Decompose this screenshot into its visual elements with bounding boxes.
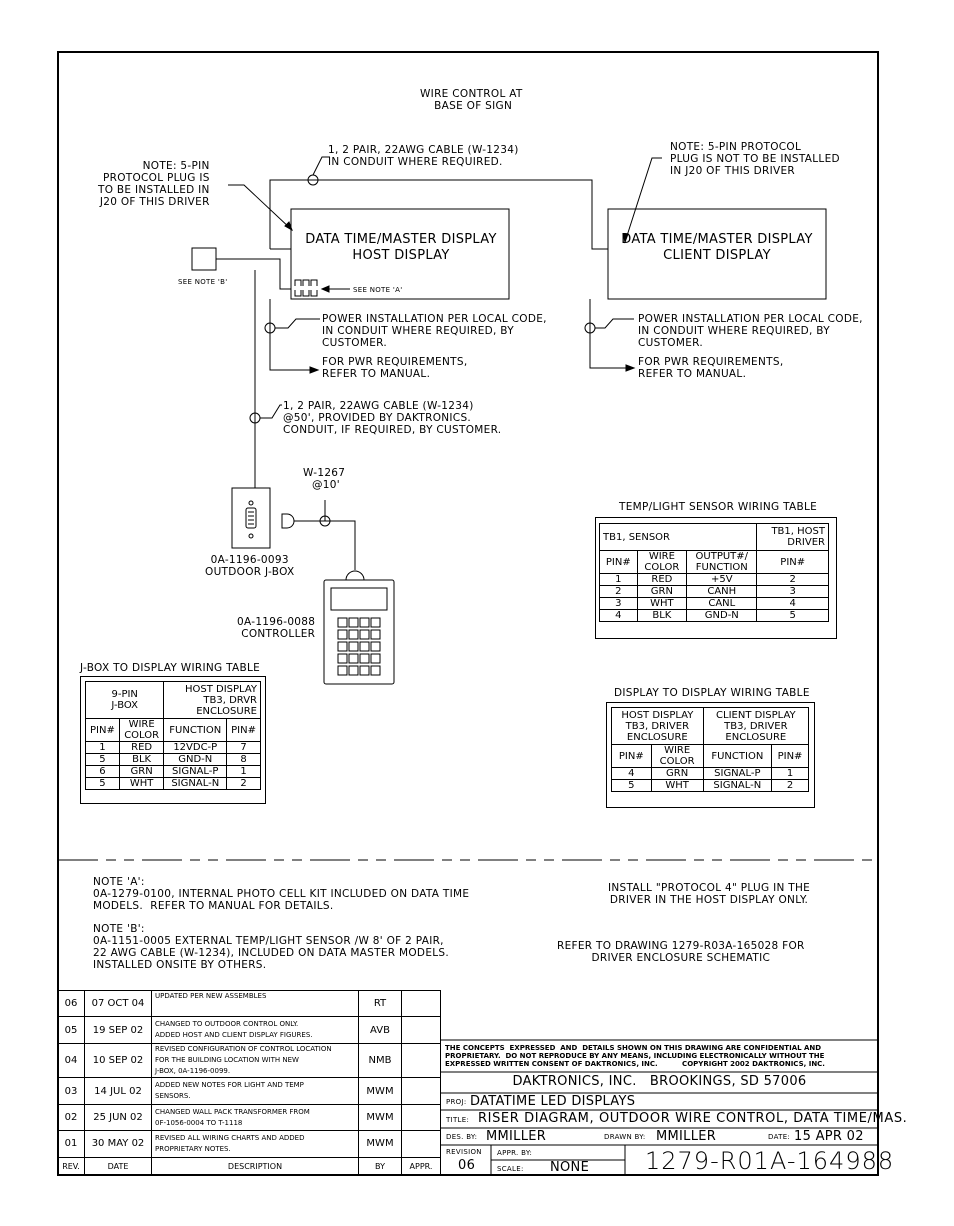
- cell: 02: [58, 1104, 85, 1130]
- cell: WHT: [651, 780, 703, 792]
- jbox-col-1: WIRE COLOR: [119, 719, 164, 742]
- cell: WHT: [637, 598, 687, 610]
- cell: 1: [600, 574, 638, 586]
- cell: [402, 1104, 441, 1130]
- cell: 5: [757, 610, 829, 622]
- table-row: [86, 742, 261, 754]
- date-label: DATE:: [768, 1133, 791, 1141]
- jbox: [232, 488, 270, 548]
- cable-mid-label: 1, 2 PAIR, 22AWG CABLE (W-1234) @50', PROVIDED BY DAKTRONICS. CONDUIT, IF REQUIRED, BY CUSTOMER.: [283, 400, 502, 436]
- cell: 30 MAY 02: [85, 1131, 152, 1157]
- cell: 01: [58, 1131, 85, 1157]
- pwr-req-client-label: FOR PWR REQUIREMENTS, REFER TO MANUAL.: [638, 356, 784, 380]
- cell: 1: [772, 768, 809, 780]
- cell: GRN: [651, 768, 703, 780]
- date-header: DATE: [85, 1157, 152, 1175]
- table-row: [86, 778, 261, 790]
- cell: [402, 1131, 441, 1157]
- jbox-wiring-table: [85, 681, 261, 790]
- cell: 25 JUN 02: [85, 1104, 152, 1130]
- cell: 4: [600, 610, 638, 622]
- table-row: [612, 768, 809, 780]
- table-row: [600, 598, 829, 610]
- cell: 5: [86, 778, 120, 790]
- cell: 19 SEP 02: [85, 1017, 152, 1043]
- note-host-driver: NOTE: 5-PIN PROTOCOL PLUG IS TO BE INSTALLED IN J20 OF THIS DRIVER: [98, 160, 210, 208]
- cell: +5V: [687, 574, 757, 586]
- sensor-col-0: PIN#: [600, 551, 638, 574]
- sensor-col-3: PIN#: [757, 551, 829, 574]
- cell: 07 OCT 04: [85, 991, 152, 1017]
- table-row: [86, 754, 261, 766]
- revision-label: REVISION: [446, 1148, 482, 1156]
- pwr-req-host-label: FOR PWR REQUIREMENTS, REFER TO MANUAL.: [322, 356, 468, 380]
- cell: [402, 991, 441, 1017]
- revision-number: 06: [458, 1158, 476, 1173]
- jbox-table-title: J-BOX TO DISPLAY WIRING TABLE: [80, 662, 261, 674]
- proj-label: PROJ:: [446, 1098, 467, 1106]
- cell: [402, 1078, 441, 1104]
- jbox-col-0: PIN#: [86, 719, 120, 742]
- des-by-label: DES. BY:: [446, 1133, 478, 1141]
- cell: WHT: [119, 778, 164, 790]
- cell: 05: [58, 1017, 85, 1043]
- table-row: [58, 1043, 441, 1078]
- cell: SIGNAL-N: [703, 780, 771, 792]
- display-col-1: WIRE COLOR: [651, 745, 703, 768]
- display-col-2: FUNCTION: [703, 745, 771, 768]
- note-client-driver: NOTE: 5-PIN PROTOCOL PLUG IS NOT TO BE INSTALLED IN J20 OF THIS DRIVER: [670, 141, 840, 177]
- cell: 14 JUL 02: [85, 1078, 152, 1104]
- cell: 03: [58, 1078, 85, 1104]
- cell: MWM: [359, 1078, 402, 1104]
- sensor-table-title: TEMP/LIGHT SENSOR WIRING TABLE: [619, 501, 818, 513]
- cell: GRN: [119, 766, 164, 778]
- keypad: [338, 618, 380, 675]
- sensor-head-right: TB1, HOST DRIVER: [757, 524, 829, 551]
- cell: 04: [58, 1043, 85, 1078]
- cell: 8: [227, 754, 261, 766]
- w1267-label: W-1267 @10': [303, 467, 346, 491]
- table-row: [58, 991, 441, 1017]
- cell: [402, 1017, 441, 1043]
- note-a: NOTE 'A': 0A-1279-0100, INTERNAL PHOTO CELL KIT INCLUDED ON DATA TIME MODELS. REFER TO MANUAL FOR DETAILS.: [93, 876, 470, 912]
- cell: 4: [612, 768, 652, 780]
- display-col-0: PIN#: [612, 745, 652, 768]
- cell: RED: [637, 574, 687, 586]
- cell: 7: [227, 742, 261, 754]
- power-host-label: POWER INSTALLATION PER LOCAL CODE, IN CONDUIT WHERE REQUIRED, BY CUSTOMER.: [322, 313, 547, 349]
- cell: BLK: [637, 610, 687, 622]
- cell: 4: [757, 598, 829, 610]
- table-row: [600, 586, 829, 598]
- cell: REVISED ALL WIRING CHARTS AND ADDED PROPRIETARY NOTES.: [152, 1131, 359, 1157]
- photocell-icon: [295, 280, 317, 296]
- cell: 6: [86, 766, 120, 778]
- cell: SIGNAL-P: [164, 766, 227, 778]
- rev-header: REV.: [58, 1157, 85, 1175]
- sensor-wiring-table: [599, 523, 829, 622]
- cell: CHANGED TO OUTDOOR CONTROL ONLY. ADDED HOST AND CLIENT DISPLAY FIGURES.: [152, 1017, 359, 1043]
- cell: BLK: [119, 754, 164, 766]
- table-row: [58, 1104, 441, 1130]
- cell: RED: [119, 742, 164, 754]
- cell: REVISED CONFIGURATION OF CONTROL LOCATION FOR THE BUILDING LOCATION WITH NEW J-BOX, 0A-1196-0099.: [152, 1043, 359, 1078]
- cell: 12VDC-P: [164, 742, 227, 754]
- project-name: DATATIME LED DISPLAYS: [470, 1094, 636, 1109]
- scale-value: NONE: [550, 1160, 590, 1175]
- designed-by: MMILLER: [486, 1129, 547, 1144]
- refer-note: REFER TO DRAWING 1279-R03A-165028 FOR DRIVER ENCLOSURE SCHEMATIC: [557, 940, 805, 964]
- protocol-note: INSTALL "PROTOCOL 4" PLUG IN THE DRIVER IN THE HOST DISPLAY ONLY.: [608, 882, 811, 906]
- table-row: [612, 780, 809, 792]
- power-client-label: POWER INSTALLATION PER LOCAL CODE, IN CONDUIT WHERE REQUIRED, BY CUSTOMER.: [638, 313, 863, 349]
- note-b: NOTE 'B': 0A-1151-0005 EXTERNAL TEMP/LIGHT SENSOR /W 8' OF 2 PAIR, 22 AWG CABLE (W-1234), INCLUDED ON DATA MASTER MODELS. INSTALLED ONSITE BY OTHERS.: [93, 923, 450, 971]
- cell: SIGNAL-N: [164, 778, 227, 790]
- cell: CANL: [687, 598, 757, 610]
- cell: NMB: [359, 1043, 402, 1078]
- sensor-col-1: WIRE COLOR: [637, 551, 687, 574]
- cell: [402, 1043, 441, 1078]
- display-head-left: HOST DISPLAY TB3, DRIVER ENCLOSURE: [612, 708, 704, 745]
- cell: RT: [359, 991, 402, 1017]
- controller: [324, 580, 394, 684]
- drawing-number: 1279-R01A-164988: [645, 1147, 895, 1175]
- table-row: [58, 1017, 441, 1043]
- jbox-label: 0A-1196-0093 OUTDOOR J-BOX: [205, 554, 295, 578]
- appr-header: APPR.: [402, 1157, 441, 1175]
- client-display-label: DATA TIME/MASTER DISPLAY CLIENT DISPLAY: [621, 232, 813, 263]
- cell: GND-N: [164, 754, 227, 766]
- table-row: [86, 766, 261, 778]
- company-name: DAKTRONICS, INC. BROOKINGS, SD 57006: [512, 1074, 807, 1089]
- cell: SIGNAL-P: [703, 768, 771, 780]
- cell: MWM: [359, 1104, 402, 1130]
- cable-top-label: 1, 2 PAIR, 22AWG CABLE (W-1234) IN CONDUIT WHERE REQUIRED.: [328, 144, 519, 168]
- sensor-head-left: TB1, SENSOR: [600, 524, 757, 551]
- cell: GRN: [637, 586, 687, 598]
- see-note-a: SEE NOTE 'A': [353, 286, 403, 294]
- table-row: [58, 1078, 441, 1104]
- cell: 2: [227, 778, 261, 790]
- see-note-b: SEE NOTE 'B': [178, 278, 228, 286]
- cell: 2: [772, 780, 809, 792]
- cell: CHANGED WALL PACK TRANSFORMER FROM 0F-1056-0004 TO T-1118: [152, 1104, 359, 1130]
- cell: 5: [612, 780, 652, 792]
- display-head-right: CLIENT DISPLAY TB3, DRIVER ENCLOSURE: [703, 708, 808, 745]
- proprietary-notice: THE CONCEPTS EXPRESSED AND DETAILS SHOWN ON THIS DRAWING ARE CONFIDENTIAL AND PROPRIETARY. DO NOT REPRODUCE BY ANY MEANS, INCLUDING ELECTRONICALLY WITHOUT THE EXPRESSED WRITTEN CONSENT OF DAKTRONICS, INC. COPYRIGHT 2002 DAKTRONICS, INC.: [445, 1044, 825, 1068]
- table-row: [58, 1131, 441, 1157]
- drawing-date: 15 APR 02: [794, 1129, 864, 1144]
- title-label: TITLE:: [446, 1116, 470, 1124]
- cell: UPDATED PER NEW ASSEMBLES: [152, 991, 359, 1017]
- drawing-title: RISER DIAGRAM, OUTDOOR WIRE CONTROL, DATA TIME/MAS.: [478, 1111, 908, 1126]
- drawn-by: MMILLER: [656, 1129, 717, 1144]
- jbox-head-right: HOST DISPLAY TB3, DRVR ENCLOSURE: [164, 682, 261, 719]
- cell: 1: [227, 766, 261, 778]
- display-table-title: DISPLAY TO DISPLAY WIRING TABLE: [614, 687, 810, 699]
- cell: GND-N: [687, 610, 757, 622]
- cell: 1: [86, 742, 120, 754]
- scale-label: SCALE:: [497, 1165, 524, 1173]
- drawn-by-label: DRAWN BY:: [604, 1133, 646, 1141]
- cell: 06: [58, 991, 85, 1017]
- table-row: [600, 574, 829, 586]
- cell: 5: [86, 754, 120, 766]
- cell: ADDED NEW NOTES FOR LIGHT AND TEMP SENSORS.: [152, 1078, 359, 1104]
- cell: MWM: [359, 1131, 402, 1157]
- jbox-col-3: PIN#: [227, 719, 261, 742]
- by-header: BY: [359, 1157, 402, 1175]
- controller-label: 0A-1196-0088 CONTROLLER: [237, 616, 316, 640]
- cell: 2: [600, 586, 638, 598]
- cell: 3: [757, 586, 829, 598]
- sensor-col-2: OUTPUT#/ FUNCTION: [687, 551, 757, 574]
- revision-table: [57, 990, 441, 1176]
- description-header: DESCRIPTION: [152, 1157, 359, 1175]
- cell: AVB: [359, 1017, 402, 1043]
- display-col-3: PIN#: [772, 745, 809, 768]
- table-row: [600, 610, 829, 622]
- top-heading: WIRE CONTROL AT BASE OF SIGN: [420, 88, 523, 112]
- display-wiring-table: [611, 707, 809, 792]
- jbox-head-left: 9-PIN J-BOX: [86, 682, 164, 719]
- jbox-col-2: FUNCTION: [164, 719, 227, 742]
- cell: 3: [600, 598, 638, 610]
- host-display-label: DATA TIME/MASTER DISPLAY HOST DISPLAY: [305, 232, 497, 263]
- cell: 10 SEP 02: [85, 1043, 152, 1078]
- cell: 2: [757, 574, 829, 586]
- appr-by-label: APPR. BY:: [497, 1149, 533, 1157]
- revision-header-row: [58, 1157, 441, 1175]
- cell: CANH: [687, 586, 757, 598]
- sensor-box: [192, 248, 216, 270]
